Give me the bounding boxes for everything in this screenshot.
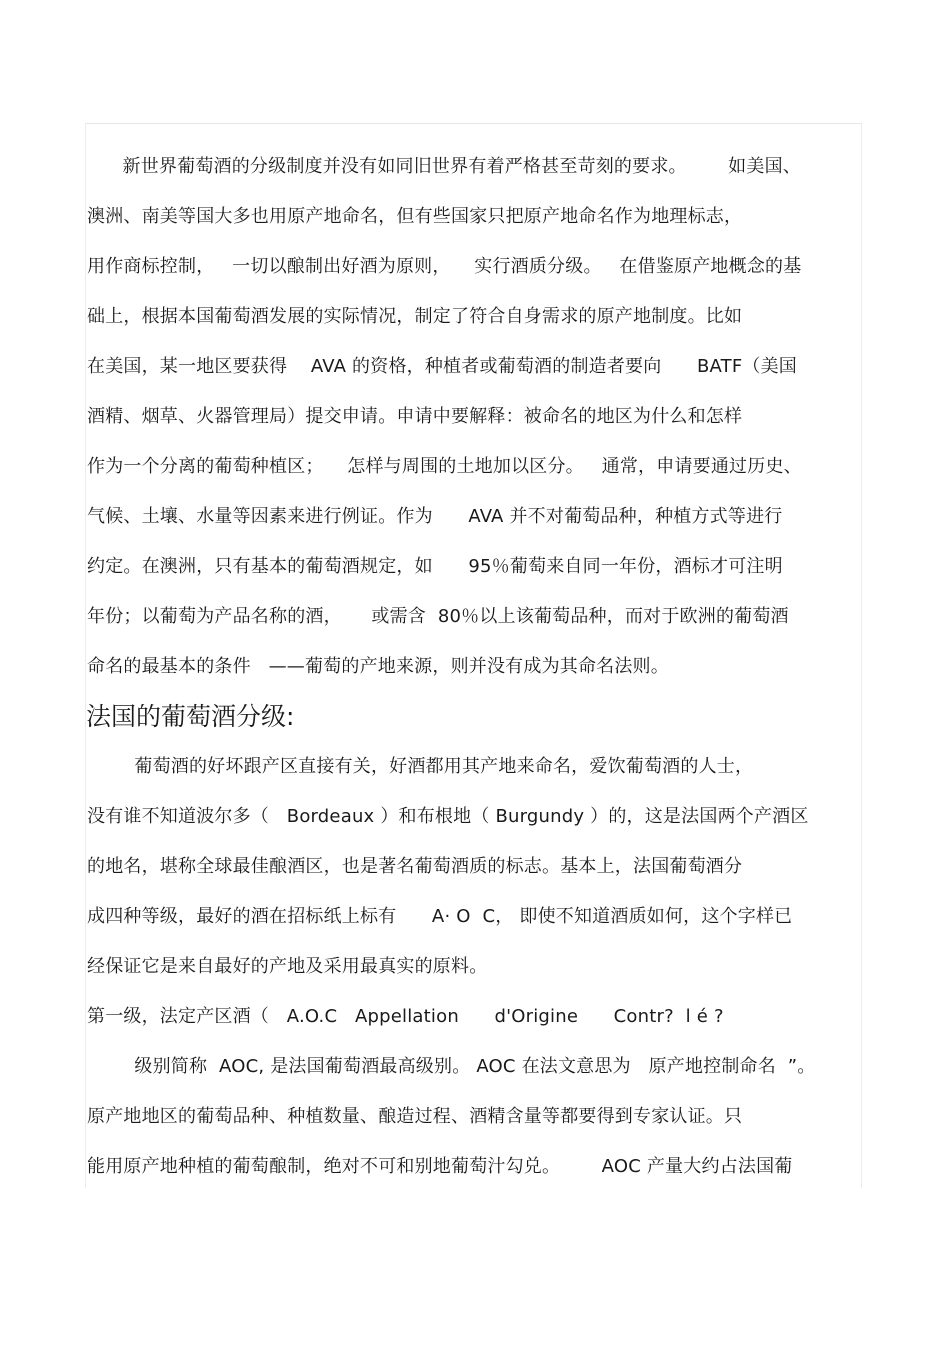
paragraph-1-line-4: 础上，根据本国葡萄酒发展的实际情况，制定了符合自身需求的原产地制度。比如 xyxy=(87,306,743,327)
paragraph-1-line-5: 在美国，某一地区要获得 AVA 的资格，种植者或葡萄酒的制造者要向 BATF（美国 xyxy=(87,356,797,377)
paragraph-2-line-4: 成四种等级，最好的酒在招标纸上标有 A· O C， 即使不知道酒质如何，这个字样已 xyxy=(87,906,793,927)
section-heading: 法国的葡萄酒分级: xyxy=(86,702,295,731)
paragraph-2-line-3: 的地名，堪称全球最佳酿酒区，也是著名葡萄酒质的标志。基本上，法国葡萄酒分 xyxy=(87,856,743,877)
paragraph-3-line-2: 级别简称 AOC, 是法国葡萄酒最高级别。 AOC 在法文意思为 原产地控制命名 ”。 xyxy=(87,1056,816,1077)
paragraph-1-line-1: 新世界葡萄酒的分级制度并没有如同旧世界有着严格甚至苛刻的要求。 如美国、 xyxy=(87,156,801,177)
paragraph-3-line-1: 第一级，法定产区酒（ A.O.C Appellation d'Origine Contr? l é ? xyxy=(87,1006,724,1027)
paragraph-1-line-8: 气候、土壤、水量等因素来进行例证。作为 AVA 并不对葡萄品种，种植方式等进行 xyxy=(87,506,783,527)
paragraph-1-line-9: 约定。在澳洲，只有基本的葡萄酒规定，如 95％葡萄来自同一年份，酒标才可注明 xyxy=(87,556,783,577)
paragraph-3-line-3: 原产地地区的葡萄品种、种植数量、酿造过程、酒精含量等都要得到专家认证。只 xyxy=(87,1106,743,1127)
paragraph-3-line-4: 能用原产地种植的葡萄酿制，绝对不可和别地葡萄汁勾兑。 AOC 产量大约占法国葡 xyxy=(87,1156,793,1177)
paragraph-1-line-3: 用作商标控制， 一切以酿制出好酒为原则， 实行酒质分级。 在借鉴原产地概念的基 xyxy=(87,256,802,277)
paragraph-1-line-11: 命名的最基本的条件 ——葡萄的产地来源，则并没有成为其命名法则。 xyxy=(87,656,669,677)
paragraph-1-line-10: 年份；以葡萄为产品名称的酒， 或需含 80％以上该葡萄品种，而对于欧洲的葡萄酒 xyxy=(87,606,789,627)
paragraph-2-line-5: 经保证它是来自最好的产地及采用最真实的原料。 xyxy=(87,956,488,977)
paragraph-2-line-2: 没有谁不知道波尔多（ Bordeaux ）和布根地（ Burgundy ）的，这是法国两个产酒区 xyxy=(87,806,809,827)
paragraph-1-line-2: 澳洲、南美等国大多也用原产地命名，但有些国家只把原产地命名作为地理标志， xyxy=(87,206,743,227)
paragraph-1-line-6: 酒精、烟草、火器管理局）提交申请。申请中要解释：被命名的地区为什么和怎样 xyxy=(87,406,743,427)
paragraph-1-line-7: 作为一个分离的葡萄种植区； 怎样与周围的土地加以区分。 通常，申请要通过历史、 xyxy=(87,456,802,477)
paragraph-2-line-1: 葡萄酒的好坏跟产区直接有关，好酒都用其产地来命名，爱饮葡萄酒的人士， xyxy=(87,756,754,777)
